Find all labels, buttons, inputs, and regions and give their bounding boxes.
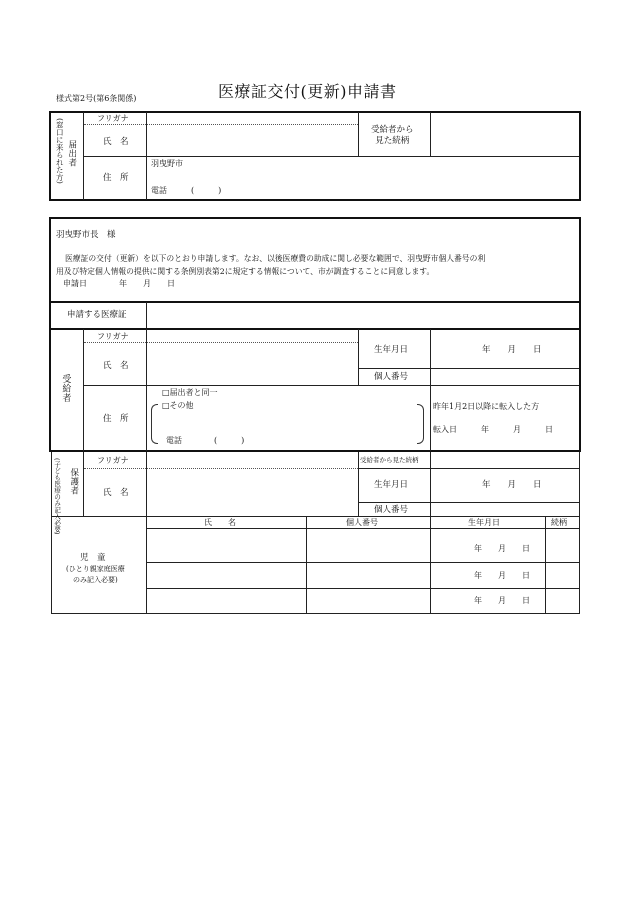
applicant-address-label: 住 所	[103, 173, 129, 183]
guardian-side-label: 保護者	[68, 468, 79, 495]
applicant-phone: 電話 ( )	[151, 186, 222, 195]
children-label: 児 童	[80, 553, 106, 563]
addressee: 羽曳野市長 様	[56, 230, 116, 240]
child-row-2-birth: 年 月 日	[474, 571, 530, 580]
certificate-label: 申請する医療証	[67, 310, 127, 320]
recipient-birth-label: 生年月日	[374, 345, 409, 355]
recipient-side-label: 受給者	[60, 374, 71, 403]
applicant-side-label: 届出者	[66, 140, 77, 167]
applicant-side-note: (窓口に来られた方)	[55, 118, 65, 184]
recipient-phone: 電話 ( )	[166, 436, 245, 445]
recipient-furigana-label: フリガナ	[97, 332, 129, 341]
application-date: 申請日 年 月 日	[63, 279, 175, 288]
children-header-name: 氏 名	[204, 518, 236, 527]
recipient-id-label: 個人番号	[374, 372, 409, 382]
children-header-id: 個人番号	[346, 518, 378, 527]
applicant-city: 羽曳野市	[151, 159, 183, 168]
recipient-option-other[interactable]: □その他	[162, 401, 194, 410]
moved-date: 転入日 年 月 日	[433, 425, 553, 434]
guardian-id-label: 個人番号	[374, 505, 409, 515]
guardian-side-note: (子ども医療のみ記入必要)	[53, 458, 62, 535]
page-title: 医療証交付(更新)申請書	[218, 82, 397, 101]
guardian-birth-label: 生年月日	[374, 480, 409, 490]
request-body: 医療証の交付（更新）を以下のとおり申請します。なお、以後医療費の助成に関し必要な範囲で、羽曳野市個人番号の利	[65, 254, 486, 263]
applicant-relation-label: 受給者から 見た続柄	[371, 125, 414, 147]
moved-note: 昨年1月2日以降に転入した方	[433, 402, 540, 411]
child-row-3-birth: 年 月 日	[474, 596, 530, 605]
child-row-1-birth: 年 月 日	[474, 544, 530, 553]
recipient-name-label: 氏 名	[103, 361, 129, 371]
guardian-furigana-label: フリガナ	[97, 456, 129, 465]
request-body-2: 用及び特定個人情報の提供に関する条例別表第2に規定する情報について、市が調査することに同意します。	[56, 267, 435, 276]
children-note-2: のみ記入必要)	[73, 576, 118, 584]
recipient-address-label: 住 所	[103, 414, 129, 424]
left-bracket	[151, 404, 158, 444]
guardian-birth-value: 年 月 日	[482, 480, 542, 490]
form-number: 様式第2号(第6条関係)	[56, 94, 137, 103]
guardian-relation-label: 受給者から見た続柄	[360, 456, 419, 464]
children-header-relation: 続柄	[551, 518, 567, 527]
recipient-option-same[interactable]: □届出者と同一	[162, 388, 218, 397]
guardian-name-label: 氏 名	[103, 488, 129, 498]
applicant-name-label: 氏 名	[103, 137, 129, 147]
recipient-birth-value: 年 月 日	[482, 345, 542, 355]
right-bracket	[417, 404, 424, 444]
children-header-birth: 生年月日	[468, 518, 500, 527]
children-note-1: (ひとり親家庭医療	[66, 565, 125, 573]
applicant-furigana-label: フリガナ	[97, 114, 129, 123]
